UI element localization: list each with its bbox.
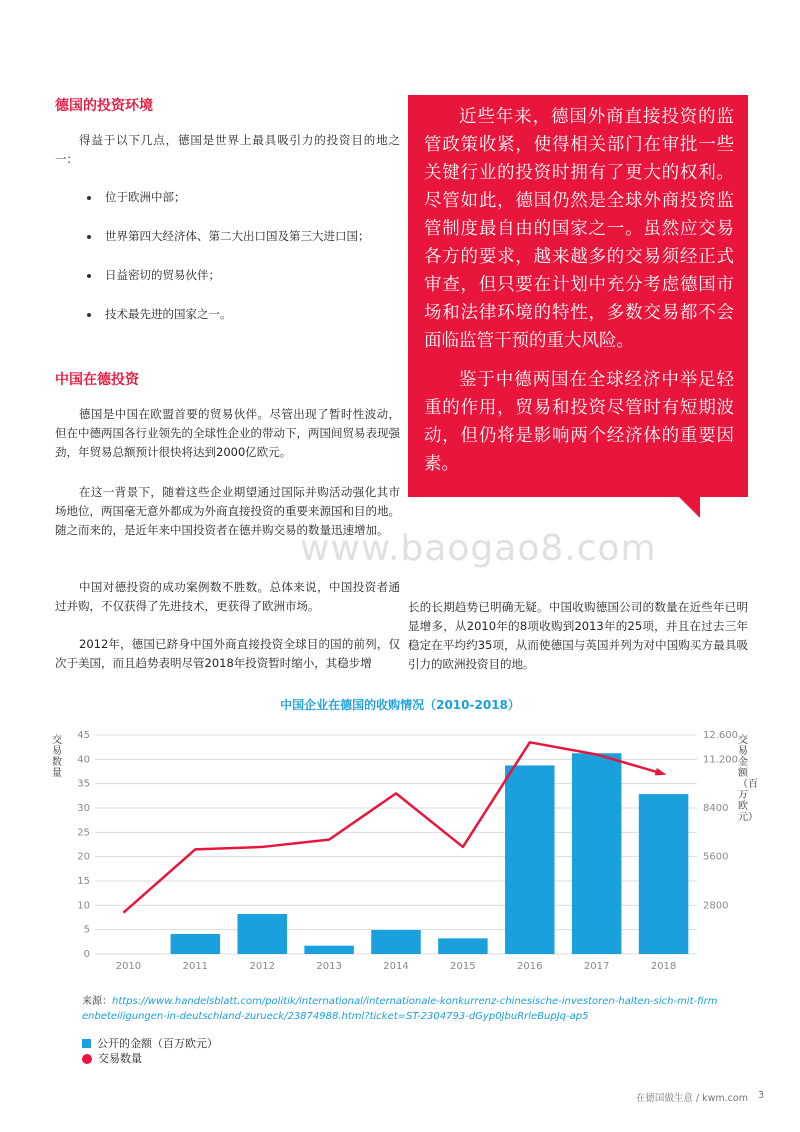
chart-bar (639, 794, 688, 954)
chart-y2-tick-label: 11.200 (703, 754, 738, 766)
chart-y2-axis-label: 交易金额（百万欧元） (738, 735, 758, 823)
chart-y-tick-label: 10 (77, 900, 90, 912)
section-heading-china-investment: 中国在德投资 (55, 372, 139, 388)
red-circle-icon (82, 1054, 92, 1064)
chart-bar (438, 938, 487, 954)
chart-y-tick-label: 35 (77, 778, 90, 790)
chart-y2-tick-label: 8400 (703, 803, 729, 814)
chart-y-tick-label: 20 (77, 851, 90, 863)
paragraph-2: 在这一背景下，随着这些企业期望通过国际并购活动强化其市场地位，两国毫无意外都成为外商直接投资的重要来源国和目的地。随之而来的，是近年来中国投资者在德并购交易的数量迅速增加。 (55, 485, 400, 537)
chart-x-tick-label: 2018 (650, 961, 677, 972)
chart-y2-tick-label: 2800 (703, 900, 729, 912)
list-item: 世界第四大经济体、第二大出口国及第三大进口国； (55, 227, 400, 246)
pull-quote-paragraph-1: 近些年来，德国外商直接投资的监管政策收紧，使得相关部门在审批一些关键行业的投资时拥有了更大的权利。尽管如此，德国仍然是全球外商投资监管制度最自由的国家之一。虽然应交易各方的要求，越来越多的交易须经正式审查，但只要在计划中充分考虑德国市场和法律环境的特性，多数交易都不会面临监管干预的重大风险。 (424, 107, 734, 351)
chart-bar (304, 946, 353, 954)
chart-bar (572, 753, 621, 954)
paragraph-3: 中国对德投资的成功案例数不胜数。总体来说，中国投资者通过并购，不仅获得了先进技术，更获得了欧洲市场。 (55, 580, 400, 613)
list-item: 位于欧洲中部； (55, 188, 400, 207)
blue-square-icon (82, 1039, 91, 1048)
chart-legend (82, 1036, 218, 1066)
chart-title: 中国企业在德国的收购情况（2010-2018） (280, 698, 520, 712)
chart-y2-tick-label: 12.600 (703, 730, 738, 741)
list-item: 技术最先进的国家之一。 (55, 305, 400, 324)
chart-x-tick-label: 2014 (383, 961, 409, 972)
bullet-icon (87, 274, 91, 278)
legend-item-line: 交易数量 (82, 1051, 218, 1066)
chart-y-tick-label: 5 (83, 924, 90, 936)
chart-x-tick-label: 2015 (450, 961, 476, 972)
chart-y-axis-label: 交易数量 (52, 735, 62, 779)
chart-y-tick-label: 25 (77, 827, 90, 839)
chart-y-tick-label: 15 (77, 876, 90, 887)
chart-y-tick-label: 40 (77, 754, 90, 766)
pull-quote-box (408, 95, 748, 497)
chart-x-tick-label: 2016 (517, 961, 543, 972)
bullet-icon (87, 196, 91, 200)
chart-y-tick-label: 30 (77, 803, 90, 814)
chart-bar (171, 934, 220, 954)
chart-y2-tick-label: 5600 (703, 851, 729, 863)
bullet-icon (87, 313, 91, 317)
chart-x-tick-label: 2011 (182, 961, 209, 972)
section-heading-investment-environment: 德国的投资环境 (55, 98, 153, 114)
chart-y-tick-label: 45 (77, 730, 90, 741)
chart-line-arrow-icon (655, 768, 667, 776)
page-number: 3 (757, 1090, 764, 1101)
acquisitions-chart (0, 720, 800, 980)
bullet-list (55, 188, 400, 344)
bullet-icon (87, 235, 91, 239)
legend-item-bar: 公开的金额（百万欧元） (82, 1036, 218, 1051)
pull-quote-tail (678, 496, 700, 518)
page-footer (636, 1090, 764, 1104)
chart-y-tick-label: 0 (83, 949, 90, 960)
chart-bar (371, 930, 420, 954)
intro-paragraph: 得益于以下几点，德国是世界上最具吸引力的投资目的地之一： (55, 133, 400, 166)
paragraph-1: 德国是中国在欧盟首要的贸易伙伴。尽管出现了暂时性波动，但在中德两国各行业领先的全球性企业的带动下，两国间贸易表现强劲，年贸易总额预计很快将达到2000亿欧元。 (55, 407, 400, 459)
chart-x-tick-label: 2013 (316, 961, 342, 972)
watermark: www.baogao8.com (300, 528, 657, 569)
chart-x-tick-label: 2010 (115, 961, 142, 972)
source-note: 来源：https://www.handelsblatt.com/politik/international/internationale-konkurrenz-chinesische-investoren-halten-sich-mit-firmenbeteiligungen-in-deutschland-zurueck/23874988.html?ticket=ST-2304793-dGyp0JbuRrleBupJq-ap5 (82, 996, 718, 1022)
chart-x-tick-label: 2017 (583, 961, 610, 972)
chart-bar (237, 914, 286, 954)
continued-paragraph: 长的长期趋势已明确无疑。中国收购德国公司的数量在近些年已明显增多，从2010年的8项收购到2013年的25项，并且在过去三年稳定在平均约35项，从而使德国与英国并列为对中国购买方最具吸引力的欧洲投资目的地。 (408, 600, 748, 671)
source-link[interactable]: https://www.handelsblatt.com/politik/international/internationale-konkurrenz-chinesische-investoren-halten-sich-mit-firmenbeteiligungen-in-deutschland-zurueck/23874988.html?ticket=ST-2304793-dGyp0JbuRrleBupJq-ap5 (82, 996, 718, 1022)
chart-bar (505, 765, 554, 954)
chart-x-tick-label: 2012 (249, 961, 275, 972)
list-item: 日益密切的贸易伙伴； (55, 266, 400, 285)
paragraph-4: 2012年，德国已跻身中国外商直接投资全球目的国的前列，仅次于美国，而且趋势表明尽管2018年投资暂时缩小，其稳步增 (55, 637, 400, 670)
footer-text: 在德国做生意 / kwm.com (635, 1093, 748, 1104)
pull-quote-paragraph-2: 鉴于中德两国在全球经济中举足轻重的作用，贸易和投资尽管时有短期波动，但仍将是影响两个经济体的重要因素。 (424, 370, 734, 474)
